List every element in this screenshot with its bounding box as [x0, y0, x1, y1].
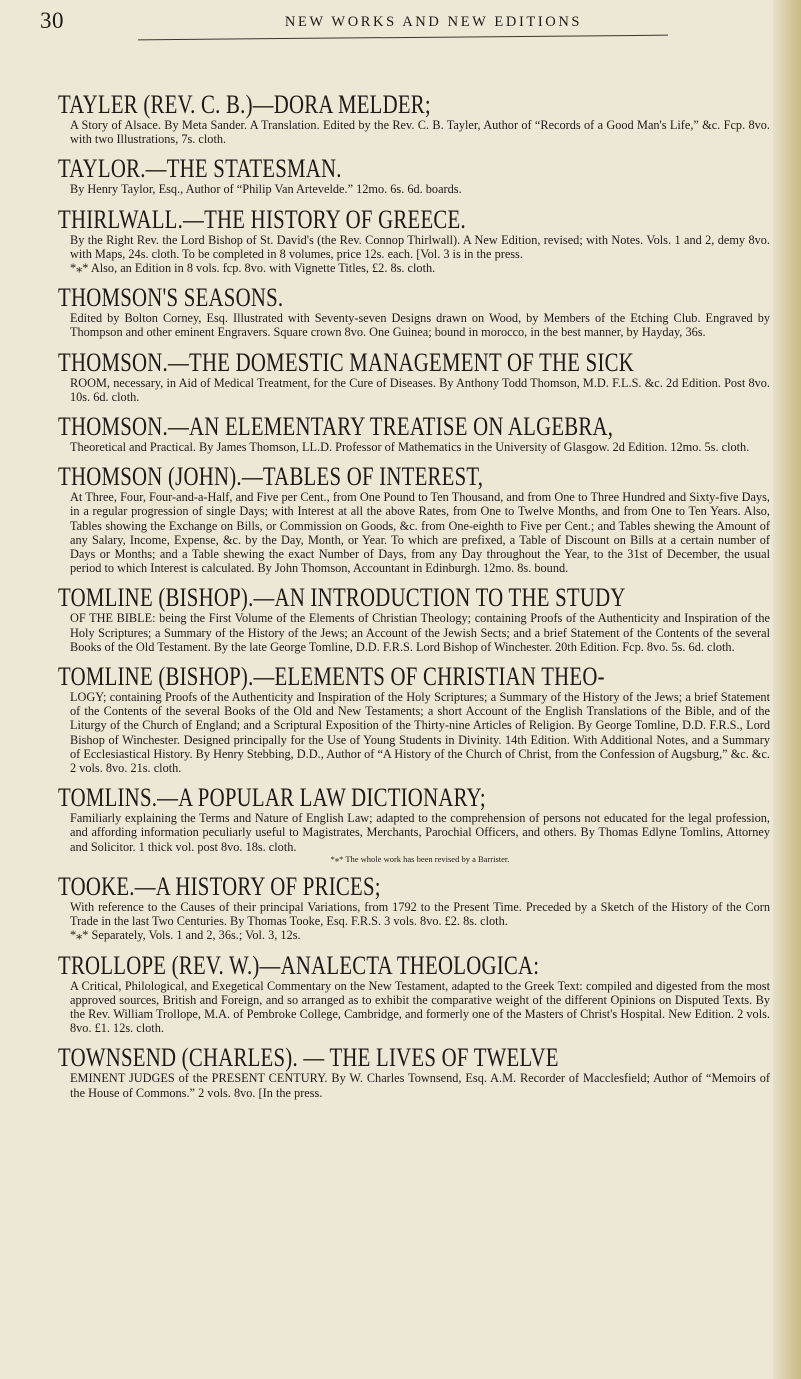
entry-description: ROOM, necessary, in Aid of Medical Treatment, for the Cure of Diseases. By Anthony Todd Thomson, M.D. F.L.S. &c. 2d Edition. Post 8vo. 10s. 6d. cloth. — [70, 375, 770, 404]
entry-title: TOMLINE (BISHOP).—AN INTRODUCTION TO THE STUDY — [58, 583, 626, 613]
catalogue-entry — [58, 785, 770, 864]
page-gutter-edge — [773, 0, 801, 1379]
entry-title: TROLLOPE (REV. W.)—ANALECTA THEOLOGICA: — [58, 950, 540, 980]
entry-title: TOMLINS.—A POPULAR LAW DICTIONARY; — [58, 783, 486, 813]
entry-title: TOMLINE (BISHOP).—ELEMENTS OF CHRISTIAN THEO- — [58, 662, 605, 692]
entry-title: THOMSON'S SEASONS. — [58, 283, 284, 313]
entry-description: With reference to the Causes of their principal Variations, from 1792 to the Present Time. Preceded by a Sketch of the History of the Corn Trade in the last Two Centuries. By Thomas Tooke, Esq. F.R.S. 3 vols. 8vo. £2. 8s. cloth. — [70, 899, 770, 929]
catalogue-entry — [58, 414, 770, 454]
catalogue-entry — [58, 664, 770, 775]
entry-description: OF THE BIBLE: being the First Volume of the Elements of Christian Theology; containing Proofs of the Authenticity and Inspiration of the Holy Scriptures; a Summary of the History of the Jews; an Account of the Jewish Sects; and a brief Statement of the Contents of the several Books of the Old Testament. By the late George Tomline, D.D. F.R.S. Lord Bishop of Winchester. 20th Edition. Fcp. 8vo. 5s. 6d. cloth. — [70, 611, 770, 654]
catalogue-entry — [58, 347, 770, 404]
entry-edition-note: *⁎* Also, an Edition in 8 vols. fcp. 8vo. with Vignette Titles, £2. 8s. cloth. — [70, 261, 436, 276]
entry-title: THOMSON.—THE DOMESTIC MANAGEMENT OF THE SICK — [58, 347, 635, 377]
entry-description: By the Right Rev. the Lord Bishop of St. David's (the Rev. Connop Thirlwall). A New Edition, revised; with Notes. Vols. 1 and 2, demy 8vo. with Maps, 24s. cloth. To be completed in 8 volumes, price 12s. each. [Vol. 3 is in the press. — [70, 232, 770, 261]
entry-description: LOGY; containing Proofs of the Authenticity and Inspiration of the Holy Scriptures; a Summary of the History of the Jews; a brief Statement of the Contents of the several Books of the Old and New Testaments; a short Account of the English Translations of the Bible, and of the Liturgy of the Church of England; and a Scriptural Exposition of the Thirty-nine Articles of Religion. By George Tomline, D.D. F.R.S., Lord Bishop of Winchester. Designed principally for the Use of Young Students in Divinity. 14th Edition. With Additional Notes, and a Summary of Ecclesiastical History. By Henry Stebbing, D.D., Author of “A History of the Church of Christ, from the Confession of Augsburg,” &c. &c. 2 vols. 8vo. 21s. cloth. — [70, 690, 770, 776]
entry-title: TOOKE.—A HISTORY OF PRICES; — [58, 871, 381, 901]
entry-title: TOWNSEND (CHARLES). — THE LIVES OF TWELVE — [58, 1043, 559, 1073]
entry-description: EMINENT JUDGES of the PRESENT CENTURY. By W. Charles Townsend, Esq. A.M. Recorder of Macclesfield; Author of “Memoirs of the House of Commons.” 2 vols. 8vo. [In the press. — [70, 1071, 770, 1100]
catalogue-entry — [58, 285, 770, 339]
entry-description: At Three, Four, Four-and-a-Half, and Five per Cent., from One Pound to Ten Thousand, and from One to Three Hundred and Sixty-five Days, in a regular progression of single Days; with Interest at all the above Rates, from One to Twelve Months, and from One to Ten Years. Also, Tables showing the Exchange on Bills, or Commission on Goods, &c. from One-eighth to Five per Cent.; and Tables shewing the Amount of any Salary, Income, Expense, &c. by the Day, Month, or Year. To which are prefixed, a Table of Discount on Bills at a certain number of Days or Months; and a Table shewing the exact Number of Days, from any Day throughout the Year, to the 31st of December, the usual period to which Interest is calculated. By John Thomson, Accountant in Edinburgh. 12mo. 8s. bound. — [70, 490, 770, 576]
entry-description: A Critical, Philological, and Exegetical Commentary on the New Testament, adapted to the Greek Text: compiled and digested from the most approved sources, British and Foreign, and so arranged as to exhibit the comparative weight of the different Opinions on Disputed Texts. By the Rev. William Trollope, M.A. of Pembroke College, Cambridge, and formerly one of the Masters of Christ's Hospital. New Edition. 2 vols. 8vo. £1. 12s. cloth. — [70, 978, 770, 1036]
catalogue-entry — [58, 464, 770, 575]
entry-description: Edited by Bolton Corney, Esq. Illustrated with Seventy-seven Designs drawn on Wood, by Members of the Etching Club. Engraved by Thompson and other eminent Engravers. Square crown 8vo. One Guinea; bound in morocco, in the best manner, by Hayday, 36s. — [70, 311, 770, 340]
catalogue-entry — [58, 1045, 770, 1099]
entry-edition-note: *⁎* Separately, Vols. 1 and 2, 36s.; Vol. 3, 12s. — [70, 928, 301, 943]
page-header — [40, 10, 761, 32]
catalogue-entry — [58, 92, 770, 146]
entry-description: Familiarly explaining the Terms and Nature of English Law; adapted to the comprehension of persons not educated for the legal profession, and affording information peculiarly useful to Magistrates, Merchants, Parochial Officers, and others. By Thomas Edlyne Tomlins, Attorney and Solicitor. 1 thick vol. post 8vo. 18s. cloth. — [70, 811, 770, 854]
catalogue-entry — [58, 871, 770, 943]
catalogue-entry — [58, 204, 770, 276]
entry-title: THOMSON.—AN ELEMENTARY TREATISE ON ALGEBRA, — [58, 412, 614, 442]
entry-description: By Henry Taylor, Esq., Author of “Philip Van Artevelde.” 12mo. 6s. 6d. boards. — [70, 182, 462, 197]
entry-description: Theoretical and Practical. By James Thomson, LL.D. Professor of Mathematics in the University of Glasgow. 2d Edition. 12mo. 5s. cloth. — [70, 440, 750, 455]
catalogue-entries — [58, 92, 770, 1110]
catalogue-entry — [58, 585, 770, 654]
entry-title: TAYLER (REV. C. B.)—DORA MELDER; — [58, 90, 431, 119]
entry-title: THIRLWALL.—THE HISTORY OF GREECE. — [58, 204, 466, 234]
entry-description: A Story of Alsace. By Meta Sander. A Translation. Edited by the Rev. C. B. Tayler, Author of “Records of a Good Man's Life,” &c. Fcp. 8vo. with two Illustrations, 7s. cloth. — [70, 118, 770, 147]
entry-title: TAYLOR.—THE STATESMAN. — [58, 154, 342, 184]
page-number: 30 — [40, 8, 64, 33]
catalogue-entry — [58, 950, 770, 1036]
entry-title: THOMSON (JOHN).—TABLES OF INTEREST, — [58, 462, 484, 492]
running-head: NEW WORKS AND NEW EDITIONS — [284, 14, 583, 30]
catalogue-entry — [58, 156, 770, 196]
header-rule — [138, 35, 668, 41]
entry-footnote: *⁎* The whole work has been revised by a Barrister. — [330, 853, 510, 864]
